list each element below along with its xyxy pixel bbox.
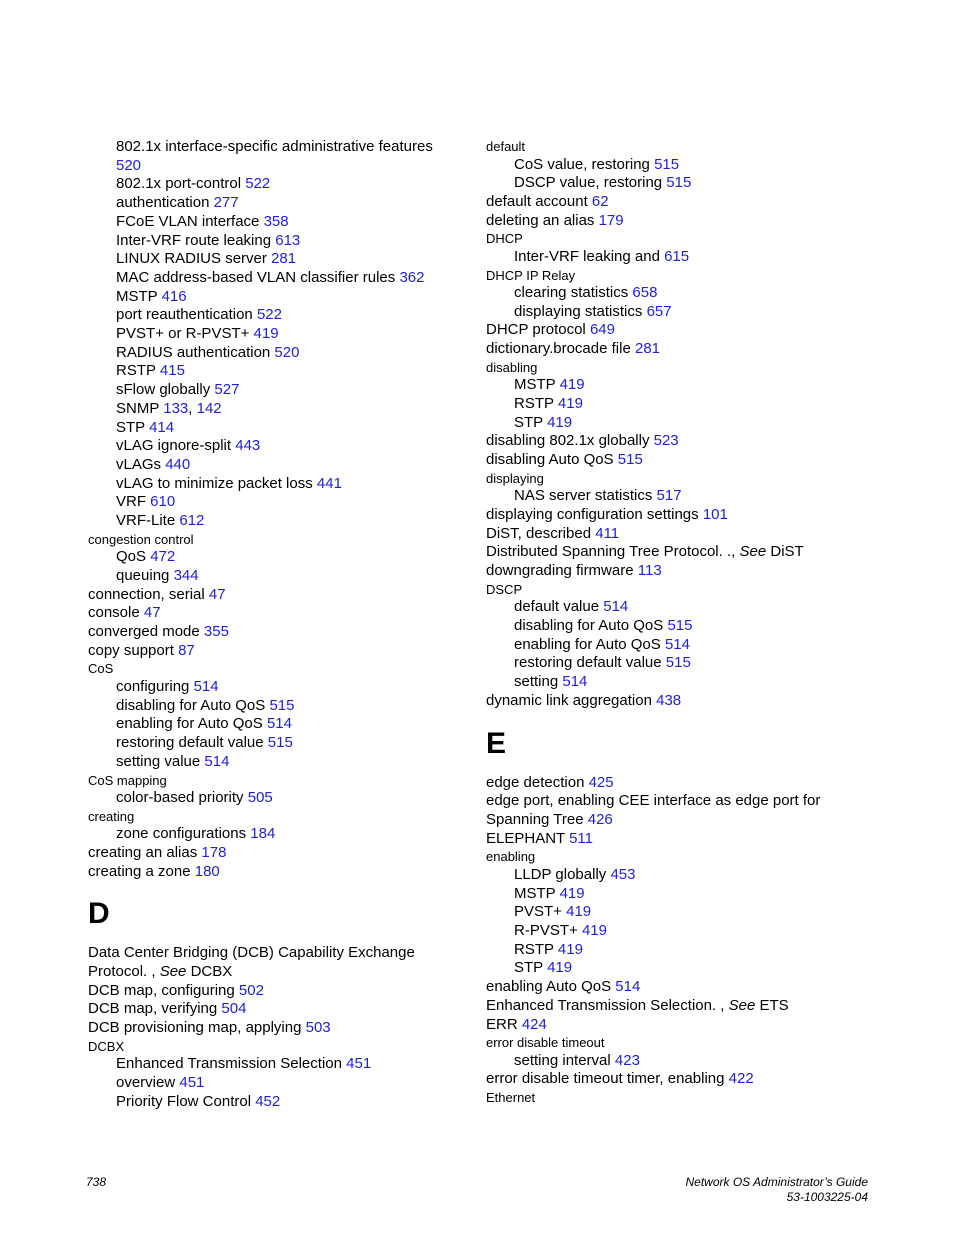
page-link[interactable]: 514	[664, 635, 690, 653]
page-link[interactable]: 503	[305, 1019, 331, 1037]
entry-text: Distributed Spanning Tree Protocol. .,	[486, 543, 736, 561]
entry-text: DSCP value, restoring	[514, 174, 663, 192]
page-link[interactable]: 419	[557, 395, 583, 413]
entry-text: displaying statistics	[514, 302, 643, 320]
page-link[interactable]: 515	[269, 696, 295, 714]
entry-text: console	[88, 604, 140, 622]
entry-text: setting value	[116, 752, 201, 770]
page-link[interactable]: 504	[221, 1000, 247, 1018]
page-link[interactable]: 47	[208, 585, 226, 603]
index-entry	[486, 525, 866, 544]
page-link[interactable]: 419	[557, 940, 583, 958]
index-entry	[486, 692, 866, 711]
page-link[interactable]: 615	[664, 247, 690, 265]
entry-text: Inter-VRF route leaking	[116, 231, 272, 249]
entry-text: MSTP	[514, 884, 556, 902]
page-link[interactable]: 658	[632, 284, 658, 302]
index-group-heading	[88, 660, 460, 678]
index-subentry	[486, 598, 866, 617]
index-subentry	[88, 213, 460, 232]
entry-text: NAS server statistics	[514, 487, 653, 505]
entry-text: CoS mapping	[88, 772, 167, 788]
see-target: DCBX	[186, 963, 233, 981]
entry-text: default value	[514, 598, 600, 616]
page-link[interactable]: 472	[150, 548, 176, 566]
entry-text: vLAG to minimize packet loss	[116, 474, 313, 492]
entry-text: Priority Flow Control	[116, 1092, 252, 1110]
page-link[interactable]: 649	[589, 321, 615, 339]
page-link[interactable]: 515	[667, 617, 693, 635]
index-subentry	[88, 419, 460, 438]
index-subentry	[486, 673, 866, 692]
entry-text: disabling	[486, 359, 538, 375]
entry-text: STP	[514, 413, 543, 431]
entry-text: dynamic link aggregation	[486, 691, 652, 709]
index-subentry	[88, 789, 460, 808]
index-subentry	[88, 475, 460, 494]
index-subentry	[486, 866, 866, 885]
doc-title: Network OS Administrator’s Guide	[685, 1175, 868, 1189]
page-link[interactable]: 419	[253, 325, 279, 343]
entry-text: vLAG ignore-split	[116, 437, 232, 455]
index-entry	[486, 774, 866, 793]
index-subentry	[88, 194, 460, 213]
entry-text: displaying configuration settings	[486, 506, 699, 524]
index-entry	[88, 586, 460, 605]
see-target: ETS	[755, 996, 789, 1014]
entry-text: authentication	[116, 194, 210, 212]
page-link[interactable]: 514	[193, 677, 219, 695]
page-link[interactable]: 443	[235, 437, 261, 455]
index-subentry	[88, 825, 460, 844]
footer-doc-info	[685, 1175, 868, 1205]
entry-text: error disable timeout	[486, 1035, 605, 1051]
index-subentry	[88, 306, 460, 325]
index-subentry	[486, 922, 866, 941]
page-link[interactable]: 422	[728, 1070, 754, 1088]
index-subentry	[486, 654, 866, 673]
page-link[interactable]: 424	[521, 1015, 547, 1033]
index-entry	[486, 506, 866, 525]
entry-text: VRF	[116, 493, 146, 511]
entry-text: configuring	[116, 677, 190, 695]
page-link[interactable]: 179	[598, 211, 624, 229]
index-group-heading	[486, 1034, 866, 1052]
entry-text: MAC address-based VLAN classifier rules	[116, 268, 396, 286]
index-subentry	[88, 697, 460, 716]
index-subentry	[486, 248, 866, 267]
entry-text: copy support	[88, 641, 174, 659]
entry-text: zone configurations	[116, 825, 247, 843]
entry-text: color-based priority	[116, 789, 244, 806]
index-group-heading	[486, 138, 866, 156]
entry-text: congestion control	[88, 531, 194, 547]
index-group-heading	[88, 772, 460, 790]
entry-text: setting interval	[514, 1051, 611, 1069]
entry-text: RSTP	[514, 395, 554, 413]
page-link[interactable]: 515	[665, 654, 691, 672]
index-subentry	[88, 288, 460, 307]
entry-text: queuing	[116, 566, 170, 584]
index-subentry	[88, 269, 460, 288]
page-link[interactable]: 281	[271, 250, 297, 268]
index-group-heading	[486, 267, 866, 285]
index-subentry	[486, 1052, 866, 1071]
page-link[interactable]: 523	[653, 432, 679, 450]
entry-text: error disable timeout timer, enabling	[486, 1070, 725, 1088]
entry-text: DHCP	[486, 231, 523, 247]
index-entry	[486, 340, 866, 359]
page-link[interactable]: 419	[566, 903, 592, 921]
index-subentry	[88, 362, 460, 381]
entry-text: DSCP	[486, 581, 523, 597]
entry-text: QoS	[116, 548, 147, 566]
entry-text: restoring default value	[116, 734, 264, 752]
page-link[interactable]: 438	[656, 691, 682, 709]
entry-text: CoS value, restoring	[514, 155, 650, 173]
index-entry	[88, 982, 460, 1001]
page-link[interactable]: 47	[143, 604, 161, 622]
index-group-heading	[486, 230, 866, 248]
index-entry	[88, 623, 460, 642]
page-link[interactable]: 277	[213, 194, 239, 212]
page-link[interactable]: 133	[163, 399, 189, 417]
page-link[interactable]: 414	[149, 418, 175, 436]
index-entry	[486, 451, 866, 470]
index-group-heading	[88, 1038, 460, 1056]
index-entry	[88, 863, 460, 882]
index-subentry	[88, 381, 460, 400]
page-link[interactable]: 178	[201, 843, 227, 861]
index-subentry	[88, 753, 460, 772]
page-link[interactable]: 142	[196, 399, 222, 417]
entry-text: R-PVST+	[514, 922, 578, 939]
entry-text: PVST+	[514, 903, 562, 921]
page-link[interactable]: 425	[588, 773, 614, 791]
entry-text: Enhanced Transmission Selection. ,	[486, 996, 725, 1014]
index-subentry	[88, 1074, 460, 1093]
index-letter-heading: D	[88, 897, 110, 931]
entry-text: default account	[486, 192, 588, 210]
entry-text: sFlow globally	[116, 381, 211, 399]
index-subentry	[88, 493, 460, 512]
entry-text: RSTP	[116, 362, 156, 380]
page-link[interactable]: 515	[654, 155, 680, 173]
entry-text: overview	[116, 1074, 176, 1092]
page-link[interactable]: 514	[615, 978, 641, 996]
page-link[interactable]: 441	[316, 474, 342, 492]
page-link[interactable]: 514	[204, 752, 230, 770]
entry-text: LLDP globally	[514, 865, 607, 883]
see-reference: See	[728, 996, 756, 1014]
index-entry	[486, 212, 866, 231]
page-link[interactable]: 416	[161, 287, 187, 305]
entry-text: Spanning Tree	[486, 810, 584, 828]
entry-text: restoring default value	[514, 654, 662, 672]
index-subentry	[486, 174, 866, 193]
page-link[interactable]: 515	[267, 734, 293, 752]
index-entry	[486, 1070, 866, 1089]
index-subentry: SNMP 133, 142	[116, 399, 222, 417]
index-subentry	[88, 325, 460, 344]
entry-text: deleting an alias	[486, 211, 595, 229]
entry-text: creating	[88, 808, 135, 824]
entry-text: DCB provisioning map, applying	[88, 1019, 302, 1037]
index-subentry	[88, 1055, 460, 1074]
page-link[interactable]: 355	[203, 623, 229, 641]
index-subentry	[486, 303, 866, 322]
index-subentry	[486, 959, 866, 978]
page-link[interactable]: 344	[173, 566, 199, 584]
index-entry	[486, 1016, 866, 1035]
index-subentry	[88, 456, 460, 475]
page-link[interactable]: 423	[614, 1051, 640, 1069]
see-reference: See	[159, 963, 187, 981]
entry-text: SNMP	[116, 399, 160, 417]
index-entry	[486, 830, 866, 849]
index-entry	[88, 844, 460, 863]
page-link[interactable]: 415	[159, 362, 185, 380]
page-number: 738	[86, 1175, 107, 1189]
index-group-heading	[486, 470, 866, 488]
page-link[interactable]: 281	[634, 340, 661, 358]
index-entry	[486, 432, 866, 451]
entry-text: connection, serial	[88, 585, 205, 603]
index-subentry	[88, 512, 460, 531]
entry-text: STP	[514, 959, 543, 977]
index-subentry	[88, 344, 460, 363]
entry-text: LINUX RADIUS server	[116, 250, 267, 268]
index-subentry	[88, 157, 460, 176]
index-subentry	[486, 487, 866, 506]
page-link[interactable]: 426	[587, 810, 613, 828]
page-link[interactable]: 453	[610, 865, 636, 883]
entry-text: default	[486, 139, 526, 154]
index-subentry	[88, 678, 460, 697]
entry-text: STP	[116, 418, 145, 436]
entry-text: port reauthentication	[116, 306, 253, 324]
index-entry	[88, 944, 460, 963]
page-link[interactable]: 657	[646, 302, 672, 320]
page-link[interactable]: 451	[346, 1055, 372, 1073]
entry-text: VRF-Lite	[116, 512, 176, 530]
page-link[interactable]: 113	[637, 562, 662, 580]
entry-text: Data Center Bridging (DCB) Capability Exchange	[88, 944, 415, 962]
page-link[interactable]: 452	[255, 1092, 281, 1110]
entry-text: enabling Auto QoS	[486, 978, 612, 996]
page-link[interactable]: 522	[256, 306, 282, 324]
entry-text: dictionary.brocade file	[486, 340, 631, 358]
entry-text: Protocol. ,	[88, 963, 156, 981]
entry-text: 802.1x port-control	[116, 175, 242, 193]
entry-text: Ethernet	[486, 1090, 536, 1106]
entry-text: RADIUS authentication	[116, 343, 271, 361]
entry-text: ERR	[486, 1015, 518, 1033]
entry-text: CoS	[88, 661, 114, 677]
index-entry	[88, 1000, 460, 1019]
entry-text: DCBX	[88, 1038, 125, 1054]
index-subentry	[486, 284, 866, 303]
entry-text: Inter-VRF leaking and	[514, 247, 660, 265]
page-link[interactable]: 419	[581, 922, 607, 939]
entry-text: RSTP	[514, 940, 554, 958]
page-link[interactable]: 419	[559, 884, 585, 902]
index-entry	[88, 604, 460, 623]
entry-text: disabling 802.1x globally	[486, 432, 650, 450]
index-subentry	[88, 567, 460, 586]
entry-text: displaying	[486, 470, 544, 486]
page-link[interactable]: 515	[666, 174, 692, 192]
index-entry	[88, 642, 460, 661]
index-group-heading	[88, 531, 460, 549]
page-link[interactable]: 612	[179, 512, 205, 530]
index-subentry	[88, 734, 460, 753]
index-subentry	[486, 617, 866, 636]
page-link[interactable]: 517	[656, 487, 682, 505]
entry-text: ELEPHANT	[486, 829, 565, 847]
page-link[interactable]: 520	[116, 156, 142, 174]
page-link[interactable]: 511	[569, 829, 594, 847]
index-column-right	[486, 138, 866, 1107]
see-reference: See	[739, 543, 767, 561]
index-subentry	[88, 175, 460, 194]
index-subentry	[88, 250, 460, 269]
page-link[interactable]: 411	[595, 524, 620, 542]
page-link[interactable]: 184	[250, 825, 276, 843]
index-subentry	[88, 548, 460, 567]
entry-text: downgrading firmware	[486, 562, 634, 580]
index-group-heading	[486, 1089, 866, 1107]
page-link[interactable]: 505	[247, 789, 273, 806]
entry-text: enabling for Auto QoS	[116, 715, 263, 733]
page-link[interactable]: 522	[245, 175, 271, 193]
index-subentry	[88, 1093, 460, 1112]
index-entry	[486, 562, 866, 581]
entry-text: clearing statistics	[514, 284, 629, 302]
footer-page-number	[86, 1175, 106, 1190]
page-link[interactable]: 502	[238, 981, 264, 999]
page-link[interactable]: 613	[275, 231, 301, 249]
entry-text: disabling for Auto QoS	[514, 617, 664, 635]
entry-text: MSTP	[514, 376, 556, 394]
entry-text: enabling	[486, 849, 536, 865]
page-link[interactable]: 440	[165, 455, 191, 473]
index-column-left	[88, 138, 460, 1111]
page-link[interactable]: 180	[194, 862, 220, 880]
page-link[interactable]: 358	[263, 212, 289, 230]
entry-text: 802.1x interface-specific administrative features	[116, 138, 433, 155]
index-group-heading	[486, 581, 866, 599]
entry-text: FCoE VLAN interface	[116, 212, 260, 230]
index-entry	[486, 811, 866, 830]
index-letter-heading: E	[486, 726, 507, 760]
entry-text: DHCP protocol	[486, 321, 586, 339]
index-entry	[486, 543, 866, 562]
index-subentry	[486, 941, 866, 960]
entry-text: enabling for Auto QoS	[514, 635, 661, 653]
entry-text: DiST, described	[486, 524, 592, 542]
index-group-heading	[486, 359, 866, 377]
index-subentry	[486, 414, 866, 433]
index-subentry	[486, 376, 866, 395]
entry-text: creating an alias	[88, 843, 198, 861]
entry-text: vLAGs	[116, 455, 162, 473]
page-link[interactable]: 362	[399, 268, 425, 286]
page-link[interactable]: 514	[603, 598, 629, 616]
entry-text: DCB map, verifying	[88, 1000, 218, 1018]
index-subentry	[486, 636, 866, 655]
page-link[interactable]: 101	[702, 506, 728, 524]
index-subentry	[88, 138, 460, 157]
page-link[interactable]: 419	[547, 413, 573, 431]
entry-text: edge port, enabling CEE interface as edge port for	[486, 792, 821, 810]
entry-text: DHCP IP Relay	[486, 267, 576, 283]
page-link[interactable]: 515	[617, 451, 643, 469]
index-entry	[486, 321, 866, 340]
index-entry	[486, 978, 866, 997]
entry-text: creating a zone	[88, 862, 191, 880]
entry-text: Enhanced Transmission Selection	[116, 1055, 342, 1073]
index-subentry	[486, 885, 866, 904]
index-group-heading	[88, 808, 460, 826]
page-link[interactable]: 514	[562, 673, 588, 691]
index-subentry	[88, 232, 460, 251]
page-link[interactable]: 527	[214, 381, 240, 399]
entry-text: MSTP	[116, 287, 158, 305]
page-link[interactable]: 419	[559, 376, 585, 394]
entry-text: PVST+ or R-PVST+	[116, 325, 250, 343]
index-subentry	[486, 903, 866, 922]
page-link[interactable]: 610	[150, 493, 176, 511]
page-link[interactable]: 87	[178, 641, 195, 659]
entry-text: disabling for Auto QoS	[116, 696, 266, 714]
page-link[interactable]: 62	[591, 192, 609, 210]
index-entry	[88, 1019, 460, 1038]
see-target: DiST	[766, 543, 804, 561]
doc-number: 53-1003225-04	[786, 1190, 868, 1204]
index-subentry	[486, 395, 866, 414]
entry-text: DCB map, configuring	[88, 981, 235, 999]
page-link[interactable]: 514	[266, 715, 292, 733]
index-subentry	[486, 156, 866, 175]
index-entry	[88, 963, 460, 982]
entry-text: setting	[514, 673, 559, 691]
entry-text: converged mode	[88, 623, 200, 641]
index-entry	[486, 997, 866, 1016]
index-entry	[486, 193, 866, 212]
entry-text: disabling Auto QoS	[486, 451, 614, 469]
index-group-heading	[486, 848, 866, 866]
index-subentry	[88, 437, 460, 456]
index-entry	[486, 792, 866, 811]
page-link[interactable]: 451	[179, 1074, 205, 1092]
page-link[interactable]: 419	[547, 959, 573, 977]
entry-text: edge detection	[486, 773, 585, 791]
index-subentry	[88, 715, 460, 734]
page-link[interactable]: 520	[274, 343, 300, 361]
